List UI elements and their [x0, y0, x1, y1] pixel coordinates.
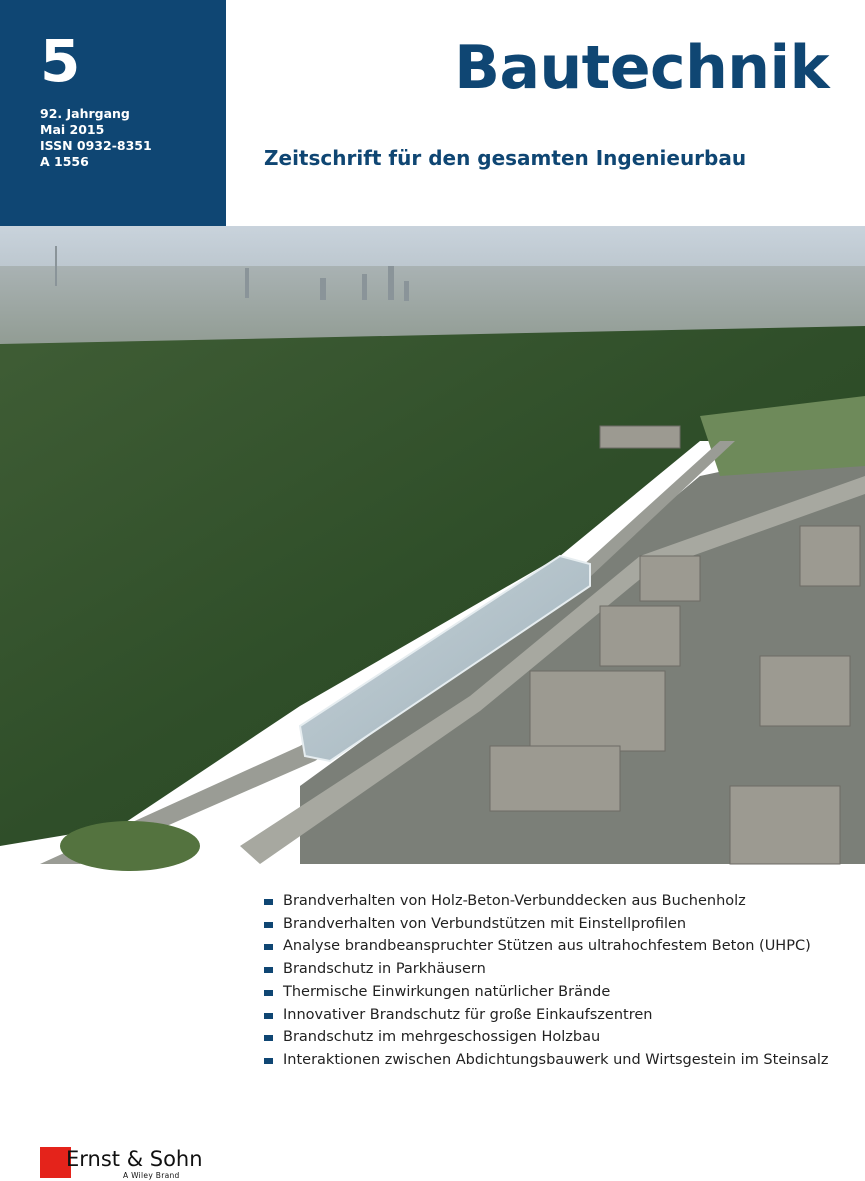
contents-item-text: Brandverhalten von Verbundstützen mit Einstellprofilen — [283, 915, 687, 932]
issue-meta — [40, 106, 152, 170]
bullet-square-icon — [264, 1035, 273, 1041]
bullet-square-icon — [264, 922, 273, 928]
contents-item — [264, 1026, 829, 1049]
bullet-square-icon — [264, 899, 273, 905]
contents-item-text: Brandschutz in Parkhäusern — [283, 961, 486, 978]
issue-info-box — [0, 0, 226, 226]
contents-item — [264, 935, 829, 958]
issue-date: Mai 2015 — [40, 122, 105, 137]
bullet-square-icon — [264, 990, 273, 996]
bullet-square-icon — [264, 1058, 273, 1064]
contents-item-text: Brandschutz im mehrgeschossigen Holzbau — [283, 1029, 601, 1046]
contents-item — [264, 1049, 829, 1072]
contents-item — [264, 913, 829, 936]
contents-item — [264, 981, 829, 1004]
contents-item-text: Brandverhalten von Holz-Beton-Verbunddecken aus Buchenholz — [283, 893, 746, 909]
bullet-square-icon — [264, 1013, 273, 1019]
publisher-logo — [40, 1145, 203, 1181]
publisher-tagline: A Wiley Brand — [123, 1171, 180, 1180]
green-roundabout — [60, 821, 200, 871]
contents-item-text: Analyse brandbeanspruchter Stützen aus ultrahochfestem Beton (UHPC) — [283, 938, 811, 955]
volume-label: 92. Jahrgang — [40, 106, 130, 121]
publisher-name: Ernst & Sohn — [66, 1147, 203, 1171]
contents-item-text: Interaktionen zwischen Abdichtungsbauwerk und Wirtsgestein im Steinsalz — [283, 1051, 829, 1068]
contents-item-text: Innovativer Brandschutz für große Einkaufszentren — [283, 1006, 653, 1023]
aerial-photo-illustration — [0, 226, 865, 864]
bullet-square-icon — [264, 967, 273, 973]
journal-title: Bautechnik — [454, 33, 829, 103]
bullet-square-icon — [264, 944, 273, 950]
contents-item — [264, 1004, 829, 1027]
issue-number: 5 — [40, 27, 80, 95]
contents-list — [264, 890, 829, 1072]
issn-label: ISSN 0932-8351 — [40, 138, 152, 153]
contents-item — [264, 958, 829, 981]
journal-subtitle: Zeitschrift für den gesamten Ingenieurbau — [264, 146, 747, 170]
photo-credit: © Euroluftbild.de — [3, 932, 12, 1001]
postal-code-label: A 1556 — [40, 154, 89, 169]
contents-item-text: Thermische Einwirkungen natürlicher Brände — [283, 983, 611, 1000]
contents-item — [264, 890, 829, 913]
